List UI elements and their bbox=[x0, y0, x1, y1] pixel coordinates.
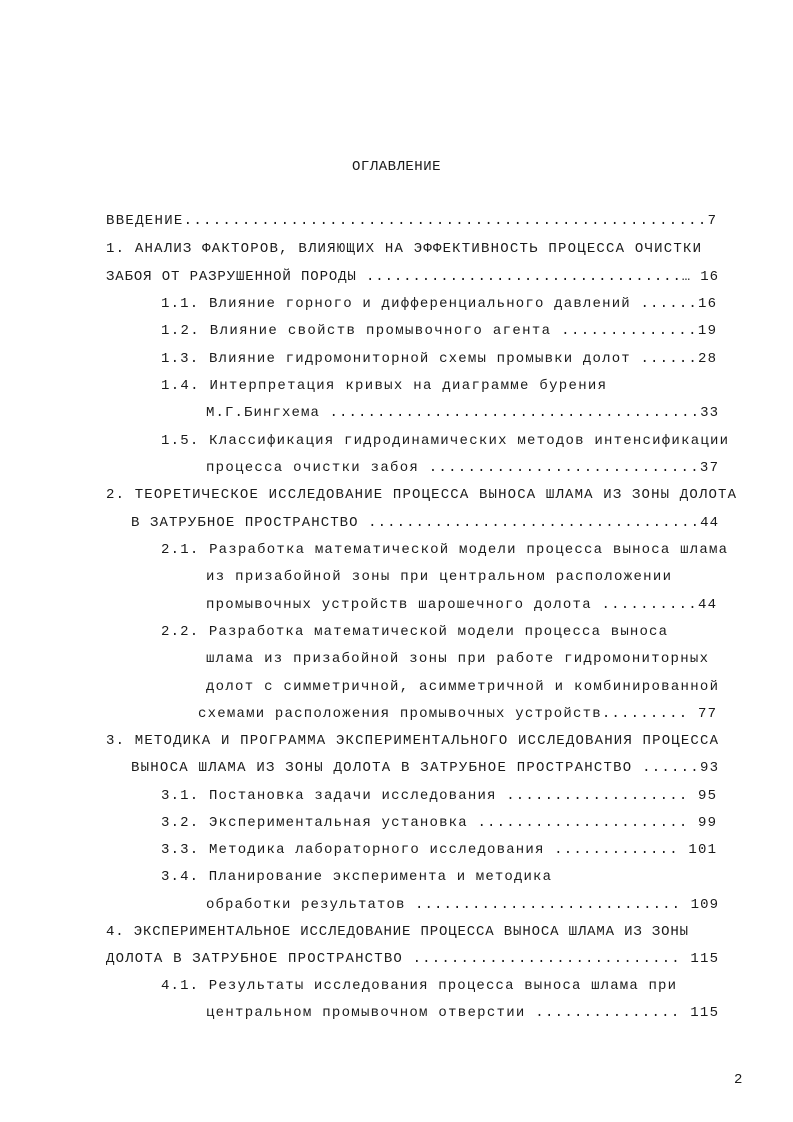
toc-entry: 1.1. Влияние горного и дифференциального давлений ......16 bbox=[161, 296, 718, 312]
toc-entry: 2.2. Разработка математической модели процесса выноса bbox=[161, 624, 669, 640]
toc-entry: 2. ТЕОРЕТИЧЕСКОЕ ИССЛЕДОВАНИЕ ПРОЦЕССА ВЫНОСА ШЛАМА ИЗ ЗОНЫ ДОЛОТА bbox=[106, 487, 738, 503]
toc-entry: шлама из призабойной зоны при работе гидромониторных bbox=[206, 651, 710, 667]
toc-entry: 3.3. Методика лабораторного исследования ............. 101 bbox=[161, 842, 718, 858]
toc-entry: ЗАБОЯ ОТ РАЗРУШЕННОЙ ПОРОДЫ ..................................… 16 bbox=[106, 269, 719, 285]
toc-entry: обработки результатов ............................ 109 bbox=[206, 897, 720, 913]
toc-entry: 1. АНАЛИЗ ФАКТОРОВ, ВЛИЯЮЩИХ НА ЭФФЕКТИВНОСТЬ ПРОЦЕССА ОЧИСТКИ bbox=[106, 241, 703, 257]
toc-entry: 1.3. Влияние гидромониторной схемы промывки долот ......28 bbox=[161, 351, 718, 367]
toc-entry: схемами расположения промывочных устройств......... 77 bbox=[198, 706, 718, 722]
toc-entry: промывочных устройств шарошечного долота ..........44 bbox=[206, 597, 718, 613]
toc-entry: долот с симметричной, асимметричной и комбинированной bbox=[206, 679, 720, 695]
toc-entry: 1.2. Влияние свойств промывочного агента ..............19 bbox=[161, 323, 718, 339]
toc-entry: ВЫНОСА ШЛАМА ИЗ ЗОНЫ ДОЛОТА В ЗАТРУБНОЕ ПРОСТРАНСТВО ......93 bbox=[131, 760, 720, 776]
toc-entry: 3.2. Экспериментальная установка ...................... 99 bbox=[161, 815, 718, 831]
toc-entry: М.Г.Бингхема .......................................33 bbox=[206, 405, 720, 421]
toc-entry: 1.5. Классификация гидродинамических методов интенсификации bbox=[161, 433, 730, 449]
toc-entry: 2.1. Разработка математической модели процесса выноса шлама bbox=[161, 542, 729, 558]
toc-entry: 4.1. Результаты исследования процесса выноса шлама при bbox=[161, 978, 678, 994]
toc-entry: процесса очистки забоя ............................37 bbox=[206, 460, 720, 476]
toc-entry: 3.1. Постановка задачи исследования ................... 95 bbox=[161, 788, 718, 804]
toc-entry: из призабойной зоны при центральном расположении bbox=[206, 569, 673, 585]
toc-entry: В ЗАТРУБНОЕ ПРОСТРАНСТВО ...................................44 bbox=[131, 515, 720, 531]
toc-entry: 3.4. Планирование эксперимента и методика bbox=[161, 869, 553, 885]
toc-entry: 3. МЕТОДИКА И ПРОГРАММА ЭКСПЕРИМЕНТАЛЬНОГО ИССЛЕДОВАНИЯ ПРОЦЕССА bbox=[106, 733, 720, 749]
toc-entry: центральном промывочном отверстии ............... 115 bbox=[206, 1005, 720, 1021]
toc-entry: 4. ЭКСПЕРИМЕНТАЛЬНОЕ ИССЛЕДОВАНИЕ ПРОЦЕССА ВЫНОСА ШЛАМА ИЗ ЗОНЫ bbox=[106, 924, 689, 940]
toc-entry: ДОЛОТА В ЗАТРУБНОЕ ПРОСТРАНСТВО ............................ 115 bbox=[106, 951, 720, 967]
toc-entry: ВВЕДЕНИЕ......................................................7 bbox=[106, 213, 718, 229]
page-title: ОГЛАВЛЕНИЕ bbox=[351, 159, 441, 175]
page-number: 2 bbox=[734, 1072, 743, 1088]
toc-entry: 1.4. Интерпретация кривых на диаграмме бурения bbox=[161, 378, 608, 394]
